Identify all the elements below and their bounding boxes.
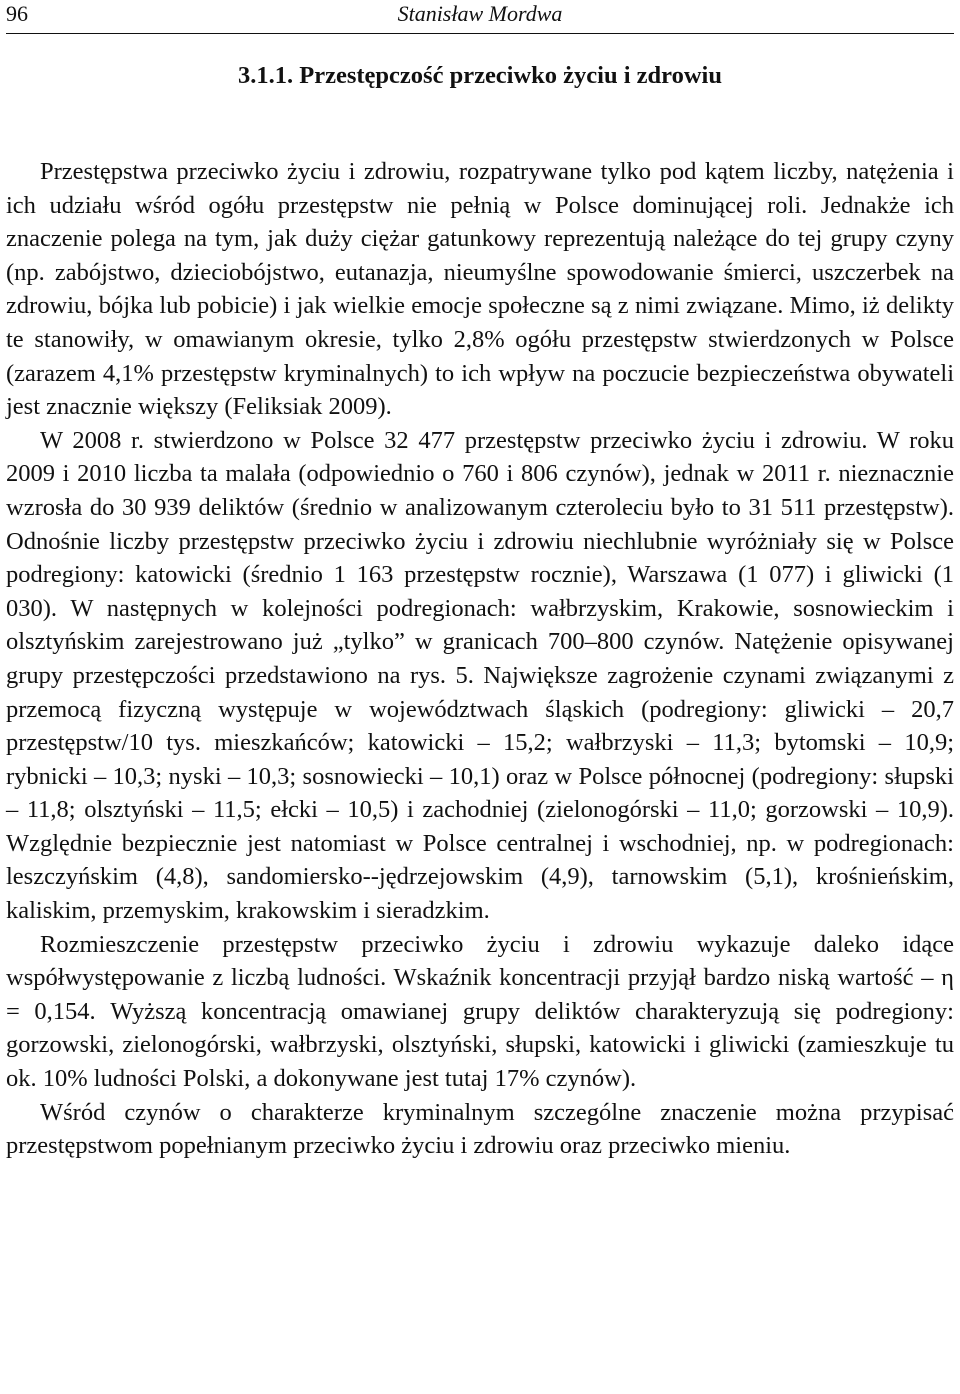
paragraph: W 2008 r. stwierdzono w Polsce 32 477 przestępstw przeciwko życiu i zdrowiu. W roku 2009 i 2010 liczba ta malała (odpowiednio o 760 i 806 czynów), jednak w 2011 r. nieznacznie wzrosła do 30 939 deliktów (średnio w analizowanym czteroleciu było to 31 511 przestępstw). Odnośnie liczby przestępstw przeciwko życiu i zdrowiu niechlubnie wyróżniały się w Polsce podregiony: katowicki (średnio 1 163 przestępstw rocznie), Warszawa (1 077) i gliwicki (1 030). W następnych w kolejności podregionach: wałbrzyskim, Krakowie, sosnowieckim i olsztyńskim zarejestrowano już „tylko” w granicach 700–800 czynów. Natężenie opisywanej grupy przestępczości przedstawiono na rys. 5. Największe zagrożenie czynami związanymi z przemocą fizyczną występuje w województwach śląskich (podregiony: gliwicki – 20,7 przestępstw/10 tys. mieszkańców; katowicki – 15,2; wałbrzyski – 11,3; bytomski – 10,9; rybnicki – 10,3; nyski – 10,3; sosnowiecki – 10,1) oraz w Polsce północnej (podregiony: słupski – 11,8; olsztyński – 11,5; ełcki – 10,5) i zachodniej (zielonogórski – 11,0; gorzowski – 10,9). Względnie bezpiecznie jest natomiast w Polsce centralnej i wschodniej, np. w podregionach: leszczyńskim (4,8), sandomiersko--jędrzejowskim (4,9), tarnowskim (5,1), krośnieńskim, kaliskim, przemyskim, krakowskim i sieradzkim. bbox=[6, 426, 954, 925]
running-header-author: Stanisław Mordwa bbox=[397, 1, 563, 26]
paragraph: Przestępstwa przeciwko życiu i zdrowiu, rozpatrywane tylko pod kątem liczby, natężenia i ich udziału wśród ogółu przestępstw nie pełnią w Polsce dominującej roli. Jednakże ich znaczenie polega na tym, jak duży ciężar gatunkowy reprezentują należące do tej grupy czyny (np. zabójstwo, dzieciobójstwo, eutanazja, nieumyślne spowodowanie śmierci, uszczerbek na zdrowiu, bójka lub pobicie) i jak wielkie emocje społeczne są z nimi związane. Mimo, iż delikty te stanowiły, w omawianym okresie, tylko 2,8% ogółu przestępstw stwierdzonych w Polsce (zarazem 4,1% przestępstw kryminalnych) to ich wpływ na poczucie bezpieczeństwa obywateli jest znacznie większy (Feliksiak 2009). bbox=[6, 158, 954, 421]
paragraph: Rozmieszczenie przestępstw przeciwko życiu i zdrowiu wykazuje daleko idące współwystępowanie z liczbą ludności. Wskaźnik koncentracji przyjął bardzo niską wartość – η = 0,154. Wyższą koncentracją omawianej grupy deliktów charakteryzują się podregiony: gorzowski, zielonogórski, wałbrzyski, olsztyński, słupski, katowicki i gliwicki (zamieszkuje tu ok. 10% ludności Polski, a dokonywane jest tutaj 17% czynów). bbox=[6, 930, 954, 1093]
running-header bbox=[6, 0, 954, 34]
page-number: 96 bbox=[6, 1, 28, 26]
section-title: 3.1.1. Przestępczość przeciwko życiu i zdrowiu bbox=[238, 62, 722, 89]
paragraph: Wśród czynów o charakterze kryminalnym szczególne znaczenie można przypisać przestępstwom popełnianym przeciwko życiu i zdrowiu oraz przeciwko mieniu. bbox=[6, 1098, 954, 1160]
body-text bbox=[6, 155, 954, 1163]
